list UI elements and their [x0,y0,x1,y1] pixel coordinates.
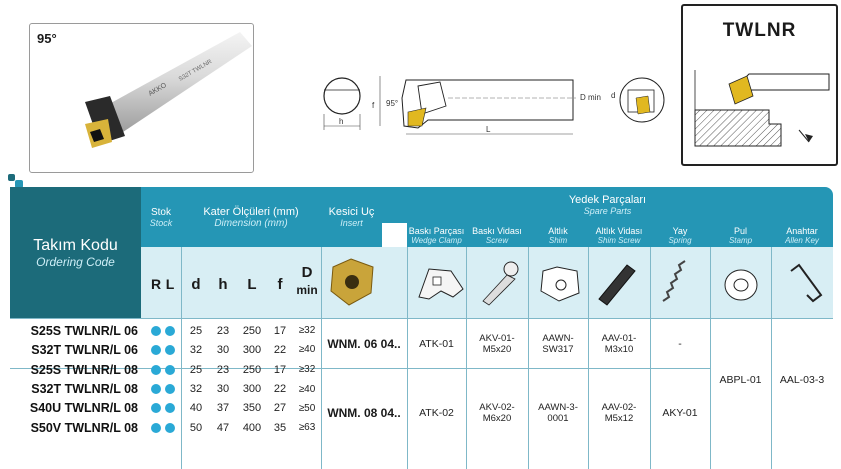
stock-col-R: R [150,276,162,292]
dim-col-D: D [301,263,313,281]
dim-f: 35 [273,421,287,434]
group1-shim-screw: AAV-01-M3x10 [601,333,637,355]
stock-dot-l [164,418,176,437]
dim-f: 22 [273,343,287,356]
part-tr: Yay [672,225,688,236]
group1-insert: WNM. 06 04.. [327,337,401,351]
allen-key-code: AAL-03-3 [779,374,825,386]
wedge-clamp-image [419,269,463,299]
spring-image [663,261,685,301]
group2-screw: AKV-02-M6x20 [479,402,515,424]
dim-col-d: d [191,275,201,293]
dim-h: 23 [216,363,230,376]
spare-parts-tr: Yedek Parçaları [568,194,647,206]
dim-d: 32 [189,343,203,356]
ordering-code: S25S TWLNR/L 06 [30,323,138,338]
stock-dot-l [164,380,176,399]
stock-dot-l [164,360,176,379]
spare-parts-en: Spare Parts [583,206,632,216]
group2-wedge: ATK-02 [419,407,454,419]
dim-d: 50 [189,421,203,434]
dim-L: 300 [242,383,262,396]
part-tr: Baskı Parçası [408,225,465,236]
part-header-screw [466,223,528,247]
technical-drawing [318,68,668,150]
stock-available-icon [165,423,175,433]
part-tr: Altlık Vidası [595,225,643,236]
allen-key-image [791,265,821,301]
dim-L: 350 [242,402,262,415]
dim-h: 30 [216,343,230,356]
stamp-code: ABPL-01 [719,374,762,386]
insert-image [331,259,373,305]
stock-tr: Stok [150,206,171,218]
title-box [681,4,838,166]
ordering-code-header [10,187,141,318]
part-en: Shim Screw [597,235,641,245]
dimension-header [181,187,321,247]
tool-photo [30,24,253,172]
dim-h-label: h [339,117,344,126]
dim-D-min: ≥32 [298,325,316,337]
dim-angle-label: 95° [386,99,399,108]
part-header-stamp [710,223,771,247]
stock-available-icon [165,384,175,394]
group1-screw: AKV-01-M5x20 [479,333,515,355]
group2-insert: WNM. 08 04.. [327,406,401,420]
dim-D-min: ≥40 [298,344,316,356]
dim-col-L: L [247,275,257,293]
insert-tr: Kesici Uç [328,206,375,218]
stock-dot-r [150,340,162,359]
group1-spring: - [678,338,682,350]
dim-d: 25 [189,363,203,376]
dim-D-min: ≥32 [298,364,316,376]
part-header-shim [528,223,588,247]
dim-f: 17 [273,363,287,376]
part-header-spring [650,223,710,247]
ordering-code: S40U TWLNR/L 08 [29,401,138,416]
stock-dot-r [150,360,162,379]
dim-L: 400 [242,421,262,434]
stock-available-icon [165,403,175,413]
dim-col-f: f [277,275,283,293]
insert-en: Insert [340,218,363,228]
row-sep [10,318,833,319]
stock-dot-l [164,399,176,418]
dimension-en: Dimension (mm) [214,217,288,229]
dim-d: 40 [189,402,203,415]
stock-header [141,187,181,247]
part-en: Allen Key [785,235,819,245]
corner-mark [8,174,15,181]
stock-available-icon [151,345,161,355]
stock-available-icon [151,326,161,336]
stock-available-icon [165,345,175,355]
part-header-shim-screw [588,223,650,247]
stock-dot-r [150,418,162,437]
photo-angle-label: 95° [37,31,57,46]
ordering-code: S50V TWLNR/L 08 [30,420,138,435]
dim-D-min: ≥63 [298,422,316,434]
part-images [321,247,833,318]
stock-dot-r [150,380,162,399]
dim-dmin-label: D min [580,93,601,102]
group1-shim: AAWN-SW317 [542,333,574,355]
part-tr: Pul [733,225,747,236]
stock-available-icon [165,326,175,336]
ordering-code: S32T TWLNR/L 06 [31,342,138,357]
shim-image [541,267,579,301]
ordering-code: S32T TWLNR/L 08 [31,382,138,397]
part-en: Spring [668,235,692,245]
dim-L: 300 [242,343,262,356]
dimension-tr: Kater Ölçüleri (mm) [203,205,299,218]
dim-h: 30 [216,383,230,396]
photo-brand: AKKO [147,81,168,98]
part-tr: Anahtar [786,225,818,236]
dim-d: 25 [189,324,203,337]
stock-available-icon [151,403,161,413]
shim-screw-image [599,265,635,305]
dim-L: 250 [242,363,262,376]
dim-h: 47 [216,421,230,434]
dim-L: 250 [242,324,262,337]
col-sep [181,247,182,469]
spare-parts-header [382,187,833,223]
stock-available-icon [151,365,161,375]
part-en: Shim [548,235,568,245]
dim-D-min: ≥50 [298,402,316,414]
stock-available-icon [151,384,161,394]
dim-f: 27 [273,402,287,415]
part-en: Stamp [728,235,753,245]
shank-section [324,78,360,114]
dim-D-min: ≥40 [298,383,316,395]
part-tr: Altlık [548,225,568,236]
photo-engraving: S32T TWLNR [178,58,214,83]
stock-en: Stock [149,217,173,228]
group2-spring: AKY-01 [662,407,698,419]
part-tr: Baskı Vidası [472,225,522,236]
tool-photo-box [29,23,254,173]
insert-header [321,187,382,247]
dim-L-label: L [486,125,491,134]
stock-dot-l [164,340,176,359]
dim-d-label: d [611,91,616,100]
dim-col-h: h [218,275,228,293]
stock-dot-l [164,321,176,340]
part-header-allen-key [771,223,833,247]
dim-f: 17 [273,324,287,337]
group1-wedge: ATK-01 [419,338,454,350]
stock-available-icon [151,423,161,433]
ordering-code-tr: Takım Kodu [33,236,118,254]
dim-f-label: f [372,101,375,110]
product-title: TWLNR [722,20,797,41]
stock-dot-r [150,399,162,418]
dim-h: 23 [216,324,230,337]
part-en: Screw [485,235,509,245]
dim-h: 37 [216,402,230,415]
dim-d: 32 [189,383,203,396]
group2-shim-screw: AAV-02-M5x12 [601,402,637,424]
part-header-wedge [407,223,466,247]
stock-col-L: L [165,276,175,292]
screw-image [483,262,518,305]
dim-col-min: min [296,283,318,297]
group2-shim: AAWN-3-0001 [538,402,578,424]
stock-available-icon [165,365,175,375]
ordering-code-en: Ordering Code [36,254,115,269]
stamp-image [725,270,757,300]
ordering-code: S25S TWLNR/L 08 [30,362,138,377]
stock-dot-r [150,321,162,340]
application-diagram [689,50,831,160]
dim-f: 22 [273,383,287,396]
part-en: Wedge Clamp [411,235,462,245]
